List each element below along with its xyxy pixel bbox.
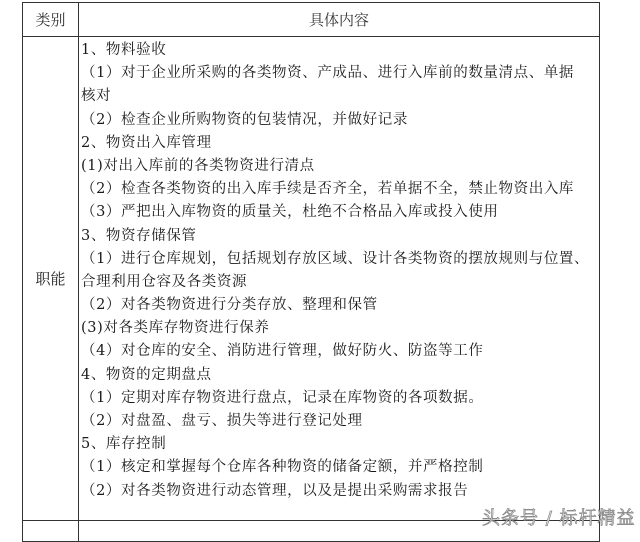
header-category: 类别 <box>35 11 66 29</box>
content-line: （1）对于企业所采购的各类物资、产成品、进行入库前的数量清点、单据 <box>81 65 575 82</box>
content-line: 合理利用仓容及各类资源 <box>81 273 248 290</box>
content-line: （2）检查各类物资的出入库手续是否齐全，若单据不全，禁止物资出入库 <box>81 181 575 198</box>
content-line: （3）严把出入库物资的质量关，杜绝不合格品入库或投入使用 <box>81 204 499 221</box>
content-line: （2）检查企业所购物资的包装情况，并做好记录 <box>81 111 408 128</box>
content-line: 核对 <box>81 88 112 105</box>
responsibility-table <box>22 2 600 542</box>
content-line: （1）进行仓库规划，包括规划存放区域、设计各类物资的摆放规则与位置、 <box>81 250 590 267</box>
watermark: 头条号 / 标杆精益 <box>482 508 636 529</box>
section-heading: 5、库存控制 <box>81 436 167 453</box>
content-line: （2）对盘盈、盘亏、损失等进行登记处理 <box>81 413 363 429</box>
content-line: （1）定期对库存物资进行盘点，记录在库物资的各项数据。 <box>81 389 484 406</box>
section-heading: 3、物资存储保管 <box>81 227 197 244</box>
content-line: （2）对各类物资进行动态管理，以及是提出采购需求报告 <box>81 482 469 499</box>
content-line: (1)对出入库前的各类物资进行清点 <box>81 157 315 174</box>
content-line: （4）对仓库的安全、消防进行管理，做好防火、防盗等工作 <box>81 343 484 360</box>
column-divider <box>78 3 79 541</box>
content-line: （2）对各类物资进行分类存放、整理和保管 <box>81 297 378 314</box>
section-heading: 1、物料验收 <box>81 42 167 58</box>
category-cell: 职能 <box>35 270 66 288</box>
content-line: （1）核定和掌握每个仓库各种物资的储备定额，并严格控制 <box>81 459 484 476</box>
section-heading: 2、物资出入库管理 <box>81 134 212 151</box>
content-line: (3)对各类库存物资进行保养 <box>81 320 270 337</box>
header-divider <box>23 36 599 37</box>
content-cell <box>81 39 601 503</box>
header-content: 具体内容 <box>308 11 369 29</box>
section-heading: 4、物资的定期盘点 <box>81 366 212 383</box>
